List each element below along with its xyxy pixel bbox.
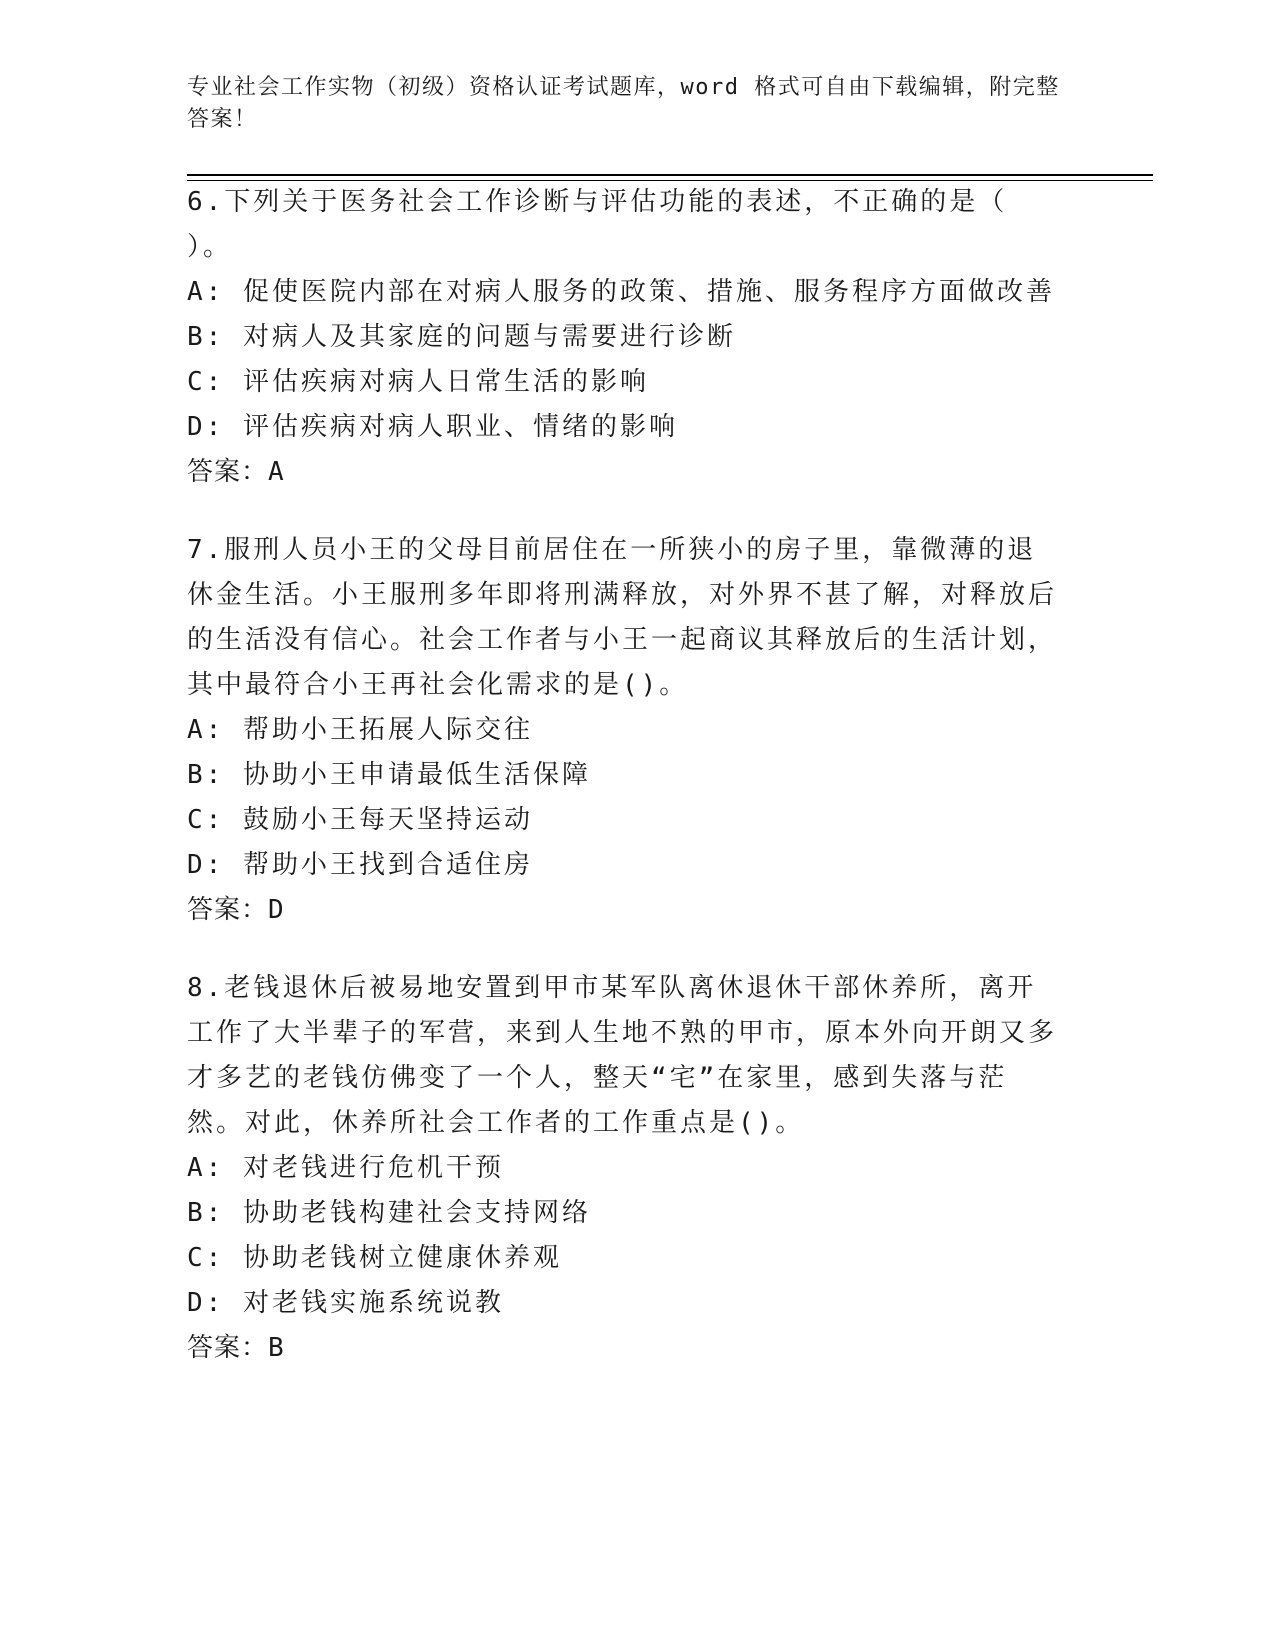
answer-value: B — [268, 1333, 284, 1363]
option-d: D: 对老钱实施系统说教 — [187, 1288, 504, 1318]
option-b: B: 协助老钱构建社会支持网络 — [187, 1198, 591, 1228]
answer-value: A — [268, 457, 284, 487]
answer-line — [187, 1326, 1057, 1371]
option-c: C: 鼓励小王每天坚持运动 — [187, 805, 533, 835]
option-d: D: 评估疾病对病人职业、情绪的影响 — [187, 412, 678, 442]
option-a: A: 帮助小王拓展人际交往 — [187, 715, 533, 745]
option-c: C: 评估疾病对病人日常生活的影响 — [187, 367, 649, 397]
answer-label: 答案： — [187, 457, 269, 487]
question-7 — [187, 528, 1057, 933]
answer-label: 答案： — [187, 895, 269, 925]
question-stem: 8.老钱退休后被易地安置到甲市某军队离休退休干部休养所，离开工作了大半辈子的军营，来到人生地不熟的甲市，原本外向开朗又多才多艺的老钱仿佛变了一个人，整天“宅”在家里，感到失落与茫然。对此，休养所社会工作者的工作重点是()。 — [187, 973, 1058, 1138]
answer-line — [187, 888, 1057, 933]
document-header: 专业社会工作实物（初级）资格认证考试题库，word 格式可自由下载编辑，附完整答案！ — [187, 75, 1060, 132]
option-b: B: 对病人及其家庭的问题与需要进行诊断 — [187, 322, 736, 352]
answer-line — [187, 450, 1057, 495]
option-a: A: 促使医院内部在对病人服务的政策、措施、服务程序方面做改善 — [187, 277, 1055, 307]
answer-label: 答案： — [187, 1333, 269, 1363]
header-divider-thick — [187, 174, 1153, 176]
option-c: C: 协助老钱树立健康休养观 — [187, 1243, 562, 1273]
question-stem: 7.服刑人员小王的父母目前居住在一所狭小的房子里，靠微薄的退休金生活。小王服刑多年即将刑满释放，对外界不甚了解，对释放后的生活没有信心。社会工作者与小王一起商议其释放后的生活计划，其中最符合小王再社会化需求的是()。 — [187, 535, 1058, 700]
question-6 — [187, 180, 1057, 495]
option-b: B: 协助小王申请最低生活保障 — [187, 760, 591, 790]
question-8 — [187, 966, 1057, 1371]
option-d: D: 帮助小王找到合适住房 — [187, 850, 533, 880]
answer-value: D — [268, 895, 284, 925]
option-a: A: 对老钱进行危机干预 — [187, 1153, 504, 1183]
question-stem: 6.下列关于医务社会工作诊断与评估功能的表述，不正确的是（ ）。 — [187, 187, 1008, 262]
